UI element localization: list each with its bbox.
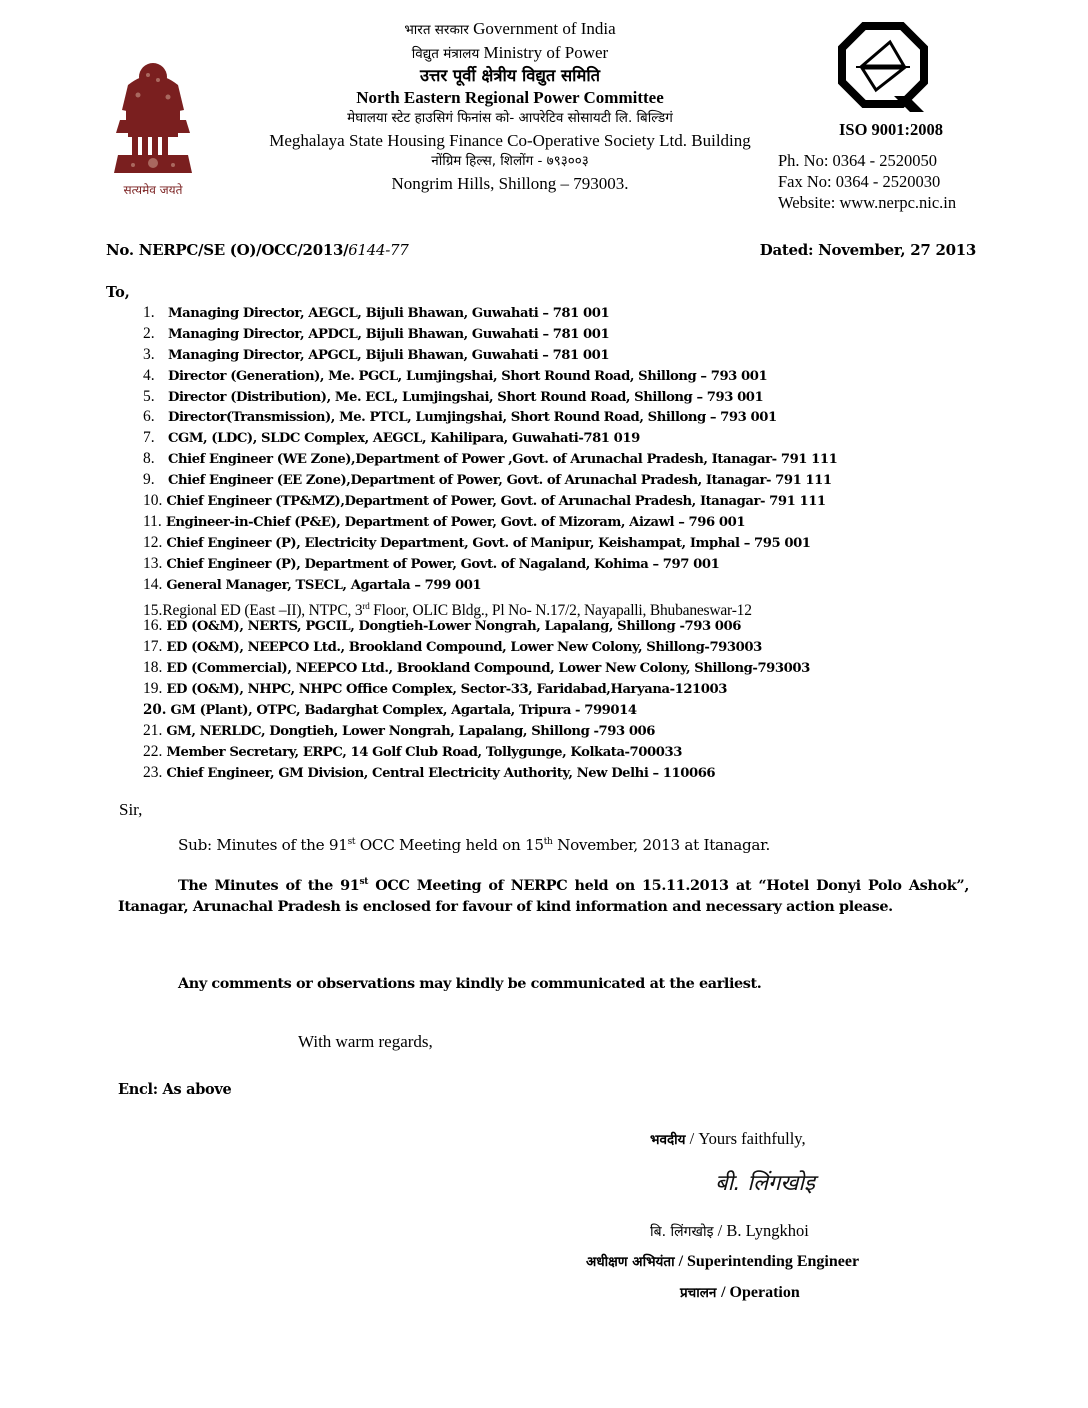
address-hindi: नोंग्रिम हिल्स, शिलोंग - ७९३००३ [431,153,589,169]
recipient-item [143,470,1003,491]
signer-name-english: / B. Lyngkhoi [713,1221,809,1240]
recipient-text: ED (O&M), NHPC, NHPC Office Complex, Sector-33, Faridabad,Haryana-121003 [166,682,727,698]
recipient-item [143,554,1003,575]
recipient-item [143,595,1003,619]
yours-english: / Yours faithfully, [685,1129,806,1148]
designation-hindi: अधीक्षण अभियंता [586,1254,675,1270]
yours-hindi: भवदीय [650,1132,686,1148]
emblem-motto: सत्यमेव जयते [123,183,183,197]
recipient-item [143,742,1003,763]
yours-faithfully [650,1129,806,1149]
reference-number [106,241,409,259]
national-emblem [98,55,208,200]
recipient-text: Chief Engineer, GM Division, Central Electricity Authority, New Delhi – 110066 [166,765,716,781]
recipient-text: Chief Engineer (P), Electricity Department, Govt. of Manipur, Keishampat, Imphal – 795 001 [166,535,811,551]
recipient-text-part: Floor, OLIC Bldg., Pl No- N.17/2, Nayapalli, Bhubaneswar-12 [369,601,752,619]
designation-english: / Superintending Engineer [674,1253,860,1270]
recipient-number: 16. [143,617,163,635]
closing-regards: With warm regards, [298,1032,433,1051]
building-hindi: मेघालया स्टेट हाउसिगं फिनांस को- आपरेटिव सोसायटी लि. बिल्डिगं [347,110,673,126]
letter-date: Dated: November, 27 2013 [759,241,976,259]
website[interactable]: Website: www.nerpc.nic.in [778,193,957,212]
recipient-item [143,721,1003,742]
recipient-item [143,366,1003,387]
recipient-number: 13. [143,554,163,572]
recipient-number: 12. [143,533,163,551]
recipient-item [143,491,1003,512]
ashoka-emblem-icon [98,55,208,183]
recipient-item [143,637,1003,658]
recipient-item [143,700,1003,721]
recipient-number: 23. [143,763,163,781]
recipient-number: 1. [143,304,155,321]
recipient-number: 7. [143,429,155,447]
recipient-item [143,407,1003,428]
recipient-number: 17. [143,638,163,656]
letterhead [220,18,800,194]
paragraph-part: OCC Meeting of NERPC held on 15.11.2013 at “Hotel Donyi Polo Ashok”, Itanagar, Arunachal Pradesh is enclosed for favour of kind information and necessary action please. [118,876,969,916]
recipient-text: Director (Generation), Me. PGCL, Lumjingshai, Short Round Road, Shillong – 793 001 [168,368,768,384]
subject-superscript: th [543,836,553,847]
recipient-number: 3. [143,345,155,363]
salutation: Sir, [119,800,143,819]
recipient-number: 11. [143,512,162,530]
recipient-text: ED (O&M), NERTS, PGCIL, Dongtieh-Lower Nongrah, Lapalang, Shillong -793 006 [166,619,741,635]
recipient-number: 22. [143,742,163,760]
contact-details [778,150,956,213]
recipient-number: 21. [143,721,163,739]
comments-request: Any comments or observations may kindly be communicated at the earliest. [178,975,762,992]
recipient-item [143,533,1003,554]
org-name-english: North Eastern Regional Power Committee [356,87,664,107]
recipient-text: GM (Plant), OTPC, Badarghat Complex, Agartala, Tripura - 799014 [170,702,637,718]
recipient-item [143,658,1003,679]
recipient-text: Engineer-in-Chief (P&E), Department of Power, Govt. of Mizoram, Aizawl – 796 001 [165,514,746,530]
body-paragraph [118,872,969,918]
recipient-item [143,575,1003,596]
org-name-hindi: उत्तर पूर्वी क्षेत्रीय विद्युत समिति [420,66,600,85]
recipient-text: ED (Commercial), NEEPCO Ltd., Brookland Compound, Lower New Colony, Shillong-793003 [166,661,810,677]
govt-hindi: भारत सरकार [404,22,469,38]
signer-name [650,1221,809,1241]
recipient-text: GM, NERLDC, Dongtieh, Lower Nongrah, Lapalang, Shillong -793 006 [166,723,655,739]
recipient-number: 5. [143,387,155,405]
subject-line [178,836,770,854]
ministry-line [220,42,800,66]
recipient-text: ED (O&M), NEEPCO Ltd., Brookland Compound, Lower New Colony, Shillong-793003 [166,640,762,656]
recipient-item [143,616,1003,637]
recipient-text: Managing Director, AEGCL, Bijuli Bhawan, Guwahati – 781 001 [168,306,610,321]
recipient-number: 18. [143,659,163,677]
recipient-number: 15. [143,601,163,619]
subject-part: November, 2013 at Itanagar. [552,836,770,854]
address-english: Nongrim Hills, Shillong – 793003. [391,173,629,193]
signer-name-hindi: बि. लिंगखोइ [650,1224,714,1240]
recipient-text: Chief Engineer (TP&MZ),Department of Power, Govt. of Arunachal Pradesh, Itanagar- 791 111 [166,494,826,510]
subject-superscript: st [347,836,356,847]
recipient-text: Managing Director, APGCL, Bijuli Bhawan, Guwahati – 781 001 [168,347,610,363]
reference-number-printed: No. NERPC/SE (O)/OCC/2013/ [106,241,349,259]
recipient-item [143,387,1003,408]
signer-department [680,1283,800,1302]
fax-number: Fax No: 0364 - 2520030 [778,172,941,191]
recipients-list [143,303,1003,783]
recipient-text: Chief Engineer (WE Zone),Department of Power ,Govt. of Arunachal Pradesh, Itanagar- 791 111 [168,452,838,468]
govt-english: Government of India [473,19,616,38]
recipient-item [143,449,1003,470]
recipient-text: Managing Director, APDCL, Bijuli Bhawan, Guwahati – 781 001 [168,326,610,342]
signature-scribble: बी. लिंगखोइ [715,1171,815,1196]
recipient-item [143,324,1003,345]
recipient-text: General Manager, TSECL, Agartala – 799 001 [166,577,482,593]
subject-part: OCC Meeting held on 15 [355,836,544,854]
recipient-number: 20. [143,701,167,718]
recipient-number: 14. [143,575,163,593]
building-english: Meghalaya State Housing Finance Co-Operative Society Ltd. Building [269,130,751,150]
recipient-item [143,512,1003,533]
handwritten-signature [690,1167,840,1207]
recipient-number: 8. [143,450,155,468]
phone-number: Ph. No: 0364 - 2520050 [778,151,938,170]
recipient-text-superscript: rd [362,600,370,611]
ministry-hindi: विद्युत मंत्रालय [411,45,480,62]
recipient-text-part: Regional ED (East –II), NTPC, 3 [162,601,363,619]
recipient-number: 6. [143,408,155,426]
paragraph-superscript: st [359,877,369,887]
recipient-text: Director (Distribution), Me. ECL, Lumjingshai, Short Round Road, Shillong – 793 001 [168,389,764,405]
recipient-text: Director(Transmission), Me. PTCL, Lumjingshai, Short Round Road, Shillong – 793 001 [168,410,777,426]
signer-designation [586,1252,859,1271]
recipient-text: Member Secretary, ERPC, 14 Golf Club Road, Tollygunge, Kolkata-700033 [166,744,682,760]
paragraph-part: The Minutes of the 91 [178,876,360,894]
recipient-item [143,763,1003,784]
iso-certification: ISO 9001:2008 [838,120,944,139]
recipient-number: 19. [143,680,163,698]
recipient-number: 10. [143,492,163,510]
ministry-english: Ministry of Power [483,42,609,62]
recipient-number: 9. [143,471,155,489]
recipient-item [143,303,1003,324]
department-english: / Operation [721,1284,800,1301]
enclosure-note: Encl: As above [118,1081,232,1098]
department-hindi: प्रचालन [680,1285,722,1301]
recipient-text: CGM, (LDC), SLDC Complex, AEGCL, Kahilipara, Guwahati-781 019 [168,431,640,447]
recipient-item [143,428,1003,449]
recipient-item [143,345,1003,366]
recipient-text: Chief Engineer (EE Zone),Department of Power, Govt. of Arunachal Pradesh, Itanagar- 791 111 [168,473,832,489]
recipient-number: 2. [143,324,155,342]
recipient-number: 4. [143,366,155,384]
subject-part: Sub: Minutes of the 91 [178,836,348,854]
recipient-text: Chief Engineer (P), Department of Power, Govt. of Nagaland, Kohima – 797 001 [166,556,720,572]
reference-number-handwritten: 6144-77 [348,241,409,259]
to-label: To, [106,284,130,301]
recipient-item [143,679,1003,700]
iso-quality-logo-icon [838,22,928,112]
govt-line [220,18,800,42]
